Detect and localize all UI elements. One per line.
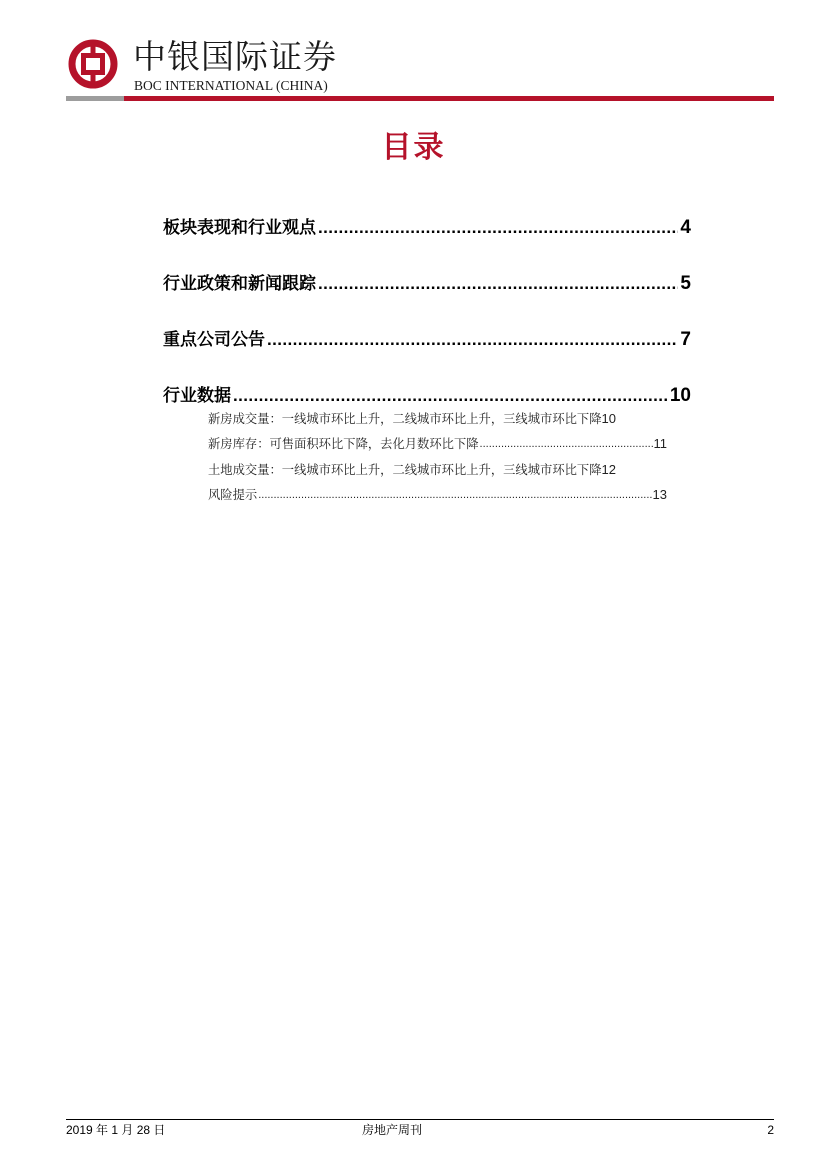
- toc-entry[interactable]: [163, 246, 691, 302]
- toc-sub-entry[interactable]: [208, 429, 667, 455]
- toc-entry-label: 行业数据: [163, 386, 231, 406]
- footer-date: 2019 年 1 月 28 日: [66, 1123, 166, 1137]
- toc-entry-page: 5: [680, 273, 691, 294]
- toc-sub-entry-label: 新房成交量：一线城市环比上升，二线城市环比上升，三线城市环比下降: [208, 411, 602, 426]
- toc-entry-page: 10: [669, 385, 691, 406]
- toc-entry-page: 4: [680, 217, 691, 238]
- boc-coin-logo-icon: [68, 39, 118, 89]
- toc-sub-entry-label: 风险提示: [208, 488, 258, 502]
- page-header: [66, 36, 774, 102]
- toc-title: 目录: [381, 130, 446, 165]
- toc-sub-entry[interactable]: [208, 403, 667, 429]
- toc-sub-entry[interactable]: [208, 454, 667, 480]
- toc-entry-label: 行业政策和新闻跟踪: [163, 274, 316, 294]
- toc-sub-entry-page: 13: [652, 487, 667, 502]
- toc-dot-leader: [258, 485, 651, 505]
- brand-name-english: BOC INTERNATIONAL (CHINA): [134, 78, 328, 93]
- toc-entry[interactable]: [163, 302, 691, 358]
- toc-sub-entry-page: 10: [601, 410, 616, 426]
- toc-sub-list: [208, 403, 667, 505]
- header-rule-gray: [66, 96, 124, 101]
- page-footer: [66, 1122, 774, 1140]
- header-rule-red: [124, 96, 774, 101]
- toc-entry[interactable]: [163, 190, 691, 246]
- toc-dot-leader: [318, 266, 678, 302]
- toc-entry-label: 重点公司公告: [163, 330, 265, 350]
- toc-dot-leader: [318, 210, 678, 246]
- footer-rule: [66, 1119, 774, 1120]
- brand-name-chinese: 中银国际证券: [133, 37, 337, 76]
- toc-sub-entry-page: 12: [601, 461, 616, 477]
- footer-page-number: 2: [767, 1123, 774, 1137]
- toc-dot-leader: [267, 322, 678, 358]
- toc-sub-entry-label: 土地成交量：一线城市环比上升，二线城市环比上升，三线城市环比下降: [208, 462, 602, 477]
- toc-entry-label: 板块表现和行业观点: [163, 218, 316, 238]
- toc-sub-entry-page: 11: [653, 436, 667, 451]
- footer-report-title: 房地产周刊: [362, 1123, 423, 1137]
- toc-dot-leader: [480, 434, 653, 454]
- toc-entry-page: 7: [680, 329, 691, 350]
- toc-sub-entry[interactable]: [208, 480, 667, 506]
- toc-sub-entry-label: 新房库存：可售面积环比下降，去化月数环比下降: [208, 437, 479, 451]
- toc-main-list: [163, 190, 691, 414]
